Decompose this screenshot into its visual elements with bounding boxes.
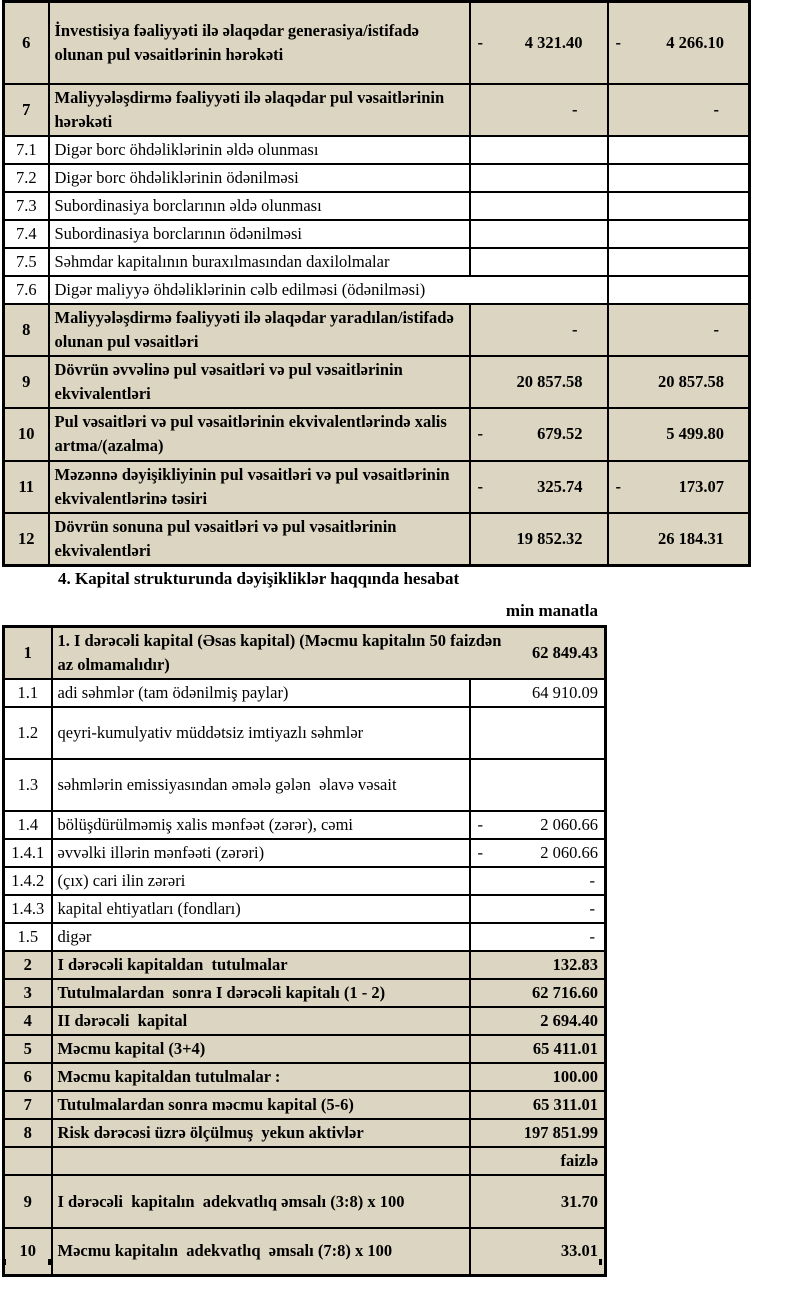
table-row: [4, 839, 606, 867]
table-row: [4, 136, 750, 164]
section-heading: 4. Kapital strukturunda dəyişikliklər haqqında hesabat: [58, 569, 460, 588]
row-label-cell: Risk dərəcəsi üzrə ölçülmuş yekun aktivlər: [52, 1119, 470, 1147]
row-value-cell: [470, 136, 608, 164]
border-stub: [599, 1259, 602, 1265]
row-label-cell: əvvəlki illərin mənfəəti (zərəri): [52, 839, 470, 867]
row-value-cell: [608, 248, 750, 276]
row-label-cell: İnvestisiya fəaliyyəti ilə əlaqədar generasiya/istifadə olunan pul vəsaitlərinin hərəkəti: [49, 2, 470, 84]
row-number-cell: 1.4: [4, 811, 52, 839]
row-label-cell: qeyri-kumulyativ müddətsiz imtiyazlı səhmlər: [52, 707, 470, 759]
row-number-cell: 7: [4, 1091, 52, 1119]
row-number-cell: 1.4.3: [4, 895, 52, 923]
minus-sign: -: [615, 476, 621, 496]
row-number-cell: 1.2: [4, 707, 52, 759]
row-label-cell: I dərəcəli kapitalın adekvatlıq əmsalı (3:8) x 100: [52, 1175, 470, 1228]
row-label-cell: Subordinasiya borclarının ödənilməsi: [49, 220, 470, 248]
row-label-cell: Məzənnə dəyişikliyinin pul vəsaitləri və pul vəsaitlərinin ekvivalentlərinə təsiri: [49, 461, 470, 513]
row-value-cell: 33.01: [470, 1228, 606, 1275]
row-value-cell: [470, 164, 608, 192]
row-value-cell: [470, 461, 608, 513]
row-label-cell: adi səhmlər (tam ödənilmiş paylar): [52, 679, 470, 707]
row-label-cell: [52, 627, 606, 680]
row-number-cell: 9: [4, 1175, 52, 1228]
row-value: 173.07: [678, 476, 724, 496]
row-value-cell: 5 499.80: [608, 408, 750, 461]
row-value: 4 321.40: [524, 32, 583, 52]
row-number-cell: 1.4.2: [4, 867, 52, 895]
row-value: 62 849.43: [532, 643, 599, 662]
row-label-cell: [52, 1147, 470, 1175]
row-value-cell: 64 910.09: [470, 679, 606, 707]
row-value-cell: [608, 192, 750, 220]
row-number-cell: 8: [4, 304, 49, 356]
row-number-cell: 7.6: [4, 276, 49, 304]
row-value-cell: -: [470, 867, 606, 895]
table-row: [4, 1175, 606, 1228]
table-row: [4, 276, 750, 304]
row-value-cell: -: [470, 304, 608, 356]
row-value-cell: 26 184.31: [608, 513, 750, 566]
row-number-cell: 1.5: [4, 923, 52, 951]
table-row: [4, 408, 750, 461]
row-number-cell: 2: [4, 951, 52, 979]
table-row: [4, 461, 750, 513]
row-number-cell: 6: [4, 2, 49, 84]
row-number-cell: 6: [4, 1063, 52, 1091]
row-value-cell: 19 852.32: [470, 513, 608, 566]
row-number-cell: 12: [4, 513, 49, 566]
row-label-cell: Subordinasiya borclarının əldə olunması: [49, 192, 470, 220]
row-value-cell: [608, 2, 750, 84]
row-number-cell: 7.1: [4, 136, 49, 164]
table-row: [4, 1091, 606, 1119]
row-number-cell: 1.1: [4, 679, 52, 707]
row-label-cell: kapital ehtiyatları (fondları): [52, 895, 470, 923]
row-value-cell: faizlə: [470, 1147, 606, 1175]
table-row: [4, 1147, 606, 1175]
row-label-cell: Tutulmalardan sonra I dərəcəli kapitalı (1 - 2): [52, 979, 470, 1007]
row-label-cell: digər: [52, 923, 470, 951]
minus-sign: -: [615, 32, 621, 52]
table-row: [4, 811, 606, 839]
row-value-cell: 20 857.58: [608, 356, 750, 408]
row-value: 679.52: [537, 424, 583, 443]
table-row: [4, 1063, 606, 1091]
row-value-cell: [470, 2, 608, 84]
capital-structure-table: [2, 625, 607, 1277]
table-row: [4, 164, 750, 192]
row-number-cell: 10: [4, 408, 49, 461]
table-row: [4, 707, 606, 759]
row-value-cell: -: [608, 84, 750, 136]
row-number-cell: 9: [4, 356, 49, 408]
table-row: [4, 1228, 606, 1275]
row-label-cell: Dövrün əvvəlinə pul vəsaitləri və pul vəsaitlərinin ekvivalentləri: [49, 356, 470, 408]
table-row: [4, 759, 606, 811]
table-row: [4, 192, 750, 220]
row-number-cell: 11: [4, 461, 49, 513]
cashflow-table: [2, 0, 751, 567]
row-value-cell: -: [608, 304, 750, 356]
row-number-cell: 1.4.1: [4, 839, 52, 867]
row-number-cell: 1: [4, 627, 52, 680]
row-value-cell: 65 311.01: [470, 1091, 606, 1119]
table-row: [4, 867, 606, 895]
row-value-cell: [608, 276, 750, 304]
minus-sign: -: [477, 32, 483, 52]
row-number-cell: 10: [4, 1228, 52, 1275]
row-label-cell: bölüşdürülməmiş xalis mənfəət (zərər), cəmi: [52, 811, 470, 839]
row-label-cell: səhmlərin emissiyasından əmələ gələn əlavə vəsait: [52, 759, 470, 811]
row-number-cell: 5: [4, 1035, 52, 1063]
row-value-cell: 65 411.01: [470, 1035, 606, 1063]
row-label-cell: (çıx) cari ilin zərəri: [52, 867, 470, 895]
row-value-cell: [470, 811, 606, 839]
row-number-cell: 7.3: [4, 192, 49, 220]
row-label-cell: Dövrün sonuna pul vəsaitləri və pul vəsaitlərinin ekvivalentləri: [49, 513, 470, 566]
row-label-cell: Digər borc öhdəliklərinin ödənilməsi: [49, 164, 470, 192]
row-label-cell: Tutulmalardan sonra məcmu kapital (5-6): [52, 1091, 470, 1119]
row-value: 4 266.10: [666, 32, 724, 52]
table-row: [4, 895, 606, 923]
row-label-cell: Maliyyələşdirmə fəaliyyəti ilə əlaqədar pul vəsaitlərinin hərəkəti: [49, 84, 470, 136]
row-label-cell: Digər borc öhdəliklərinin əldə olunması: [49, 136, 470, 164]
row-value-cell: [470, 248, 608, 276]
row-number-cell: 3: [4, 979, 52, 1007]
row-number-cell: 7.4: [4, 220, 49, 248]
row-value-cell: 197 851.99: [470, 1119, 606, 1147]
row-label-cell: Səhmdar kapitalının buraxılmasından daxilolmalar: [49, 248, 470, 276]
row-value-cell: [470, 759, 606, 811]
row-value-cell: 132.83: [470, 951, 606, 979]
row-value-cell: [608, 164, 750, 192]
row-label-cell: II dərəcəli kapital: [52, 1007, 470, 1035]
row-number-cell: 4: [4, 1007, 52, 1035]
row-value-cell: [470, 220, 608, 248]
row-value-cell: -: [470, 923, 606, 951]
table-row: [4, 951, 606, 979]
row-number-cell: 1.3: [4, 759, 52, 811]
row-value: 325.74: [537, 476, 583, 496]
row-label-cell: Digər maliyyə öhdəliklərinin cəlb edilməsi (ödənilməsi): [49, 276, 608, 304]
row-value-cell: [608, 220, 750, 248]
row-value-cell: [470, 707, 606, 759]
row-value-cell: 31.70: [470, 1175, 606, 1228]
row-label-cell: I dərəcəli kapitaldan tutulmalar: [52, 951, 470, 979]
row-value-cell: [608, 136, 750, 164]
row-value-cell: -: [470, 895, 606, 923]
row-number-cell: 7: [4, 84, 49, 136]
row-number-cell: 7.5: [4, 248, 49, 276]
minus-sign: -: [477, 843, 483, 862]
row-value: 2 060.66: [540, 815, 599, 834]
row-label-cell: Məcmu kapital (3+4): [52, 1035, 470, 1063]
row-value-cell: -: [470, 84, 608, 136]
row-number-cell: 8: [4, 1119, 52, 1147]
table-row: [4, 248, 750, 276]
row-value-cell: 2 694.40: [470, 1007, 606, 1035]
row-value-cell: [470, 192, 608, 220]
border-stub: [3, 1259, 6, 1265]
border-stub: [48, 1259, 51, 1265]
table-row: [4, 1119, 606, 1147]
table-row: [4, 679, 606, 707]
table-row: [4, 627, 606, 680]
row-number-cell: [4, 1147, 52, 1175]
table-row: [4, 356, 750, 408]
row-label-cell: Pul vəsaitləri və pul vəsaitlərinin ekvivalentlərində xalis artma/(azalma): [49, 408, 470, 461]
table-row: [4, 1007, 606, 1035]
minus-sign: -: [477, 424, 483, 443]
table-row: [4, 220, 750, 248]
row-label-cell: Məcmu kapitaldan tutulmalar :: [52, 1063, 470, 1091]
unit-label: min manatla: [505, 601, 598, 620]
table-row: [4, 84, 750, 136]
row-value: 2 060.66: [540, 843, 599, 862]
row-value-cell: 62 716.60: [470, 979, 606, 1007]
table-row: [4, 979, 606, 1007]
minus-sign: -: [477, 476, 483, 496]
row-label-cell: Məcmu kapitalın adekvatlıq əmsalı (7:8) x 100: [52, 1228, 470, 1275]
table-row: [4, 1035, 606, 1063]
row-value-cell: 100.00: [470, 1063, 606, 1091]
table-row: [4, 513, 750, 566]
table-row: [4, 2, 750, 84]
row-label: 1. I dərəcəli kapital (Əsas kapital) (Məcmu kapitalın 50 faizdən az olmamalıdır): [57, 631, 510, 674]
row-number-cell: 7.2: [4, 164, 49, 192]
row-value-cell: [608, 461, 750, 513]
minus-sign: -: [477, 815, 483, 834]
row-label-cell: Maliyyələşdirmə fəaliyyəti ilə əlaqədar yaradılan/istifadə olunan pul vəsaitləri: [49, 304, 470, 356]
table-row: [4, 923, 606, 951]
row-value-cell: 20 857.58: [470, 356, 608, 408]
row-value-cell: [470, 408, 608, 461]
row-value-cell: [470, 839, 606, 867]
table-row: [4, 304, 750, 356]
